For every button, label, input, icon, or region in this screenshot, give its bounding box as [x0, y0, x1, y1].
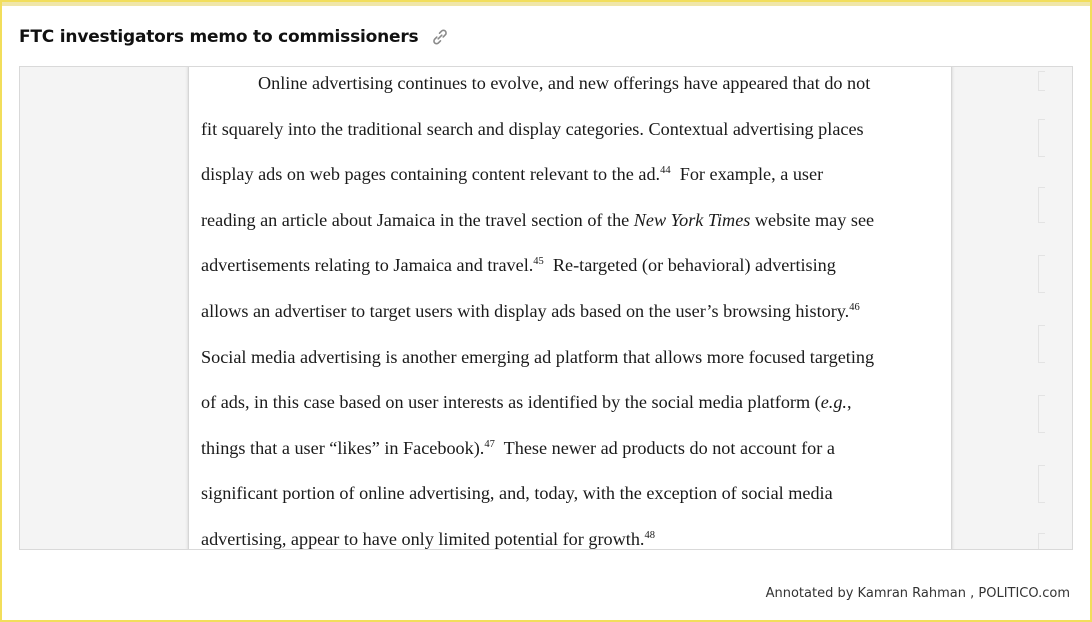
line-text: , [846, 392, 852, 413]
footnote-marker: 48 [644, 529, 655, 541]
text-line [201, 345, 946, 391]
text-line [201, 208, 946, 254]
line-text: Social media advertising is another emerging ad platform that allows more focused targeting [201, 346, 875, 367]
line-text: Online advertising continues to evolve, and new offerings have appeared that do not [258, 73, 871, 93]
text-line [201, 162, 946, 208]
italic-text: e.g. [820, 392, 847, 413]
line-text: allows an advertiser to target users with display ads based on the user’s browsing history. [201, 300, 850, 321]
text-line [201, 117, 946, 163]
document-title: FTC investigators memo to commissioners [19, 27, 419, 47]
document-page [188, 66, 952, 550]
text-line [201, 481, 946, 527]
line-text: of ads, in this case based on user interests as identified by the social media platform ( [201, 392, 821, 413]
line-text: For example, a user [670, 164, 824, 185]
footnote-marker: 45 [533, 256, 544, 268]
page-thumbnail-strip [1038, 67, 1050, 550]
line-text: fit squarely into the traditional search and display categories. Contextual advertising places [201, 118, 864, 139]
line-text: significant portion of online advertising, and, today, with the exception of social media [201, 483, 833, 504]
document-text [201, 71, 946, 550]
footnote-marker: 47 [484, 438, 495, 450]
text-line [201, 253, 946, 299]
line-text: Re-targeted (or behavioral) advertising [543, 255, 836, 276]
annotation-credit: Annotated by Kamran Rahman , POLITICO.com [765, 586, 1070, 601]
footnote-marker: 46 [849, 301, 860, 313]
line-text: advertisements relating to Jamaica and travel. [201, 255, 534, 276]
top-strip [2, 2, 1090, 6]
title-row [19, 24, 450, 50]
italic-text: New York Times [633, 209, 751, 230]
line-text: These newer ad products do not account for a [494, 437, 835, 458]
document-viewer[interactable] [19, 66, 1073, 550]
footnote-marker: 44 [660, 165, 671, 177]
line-text: display ads on web pages containing content relevant to the ad. [201, 164, 661, 185]
line-text: website may see [750, 209, 875, 230]
text-line [201, 436, 946, 482]
text-line [201, 390, 946, 436]
text-line [201, 299, 946, 345]
line-text: reading an article about Jamaica in the travel section of the [201, 209, 634, 230]
line-text: things that a user “likes” in Facebook). [201, 437, 485, 458]
link-icon[interactable] [430, 27, 450, 47]
text-line [201, 527, 946, 550]
line-text: advertising, appear to have only limited potential for growth. [201, 528, 645, 549]
text-line [201, 71, 946, 117]
